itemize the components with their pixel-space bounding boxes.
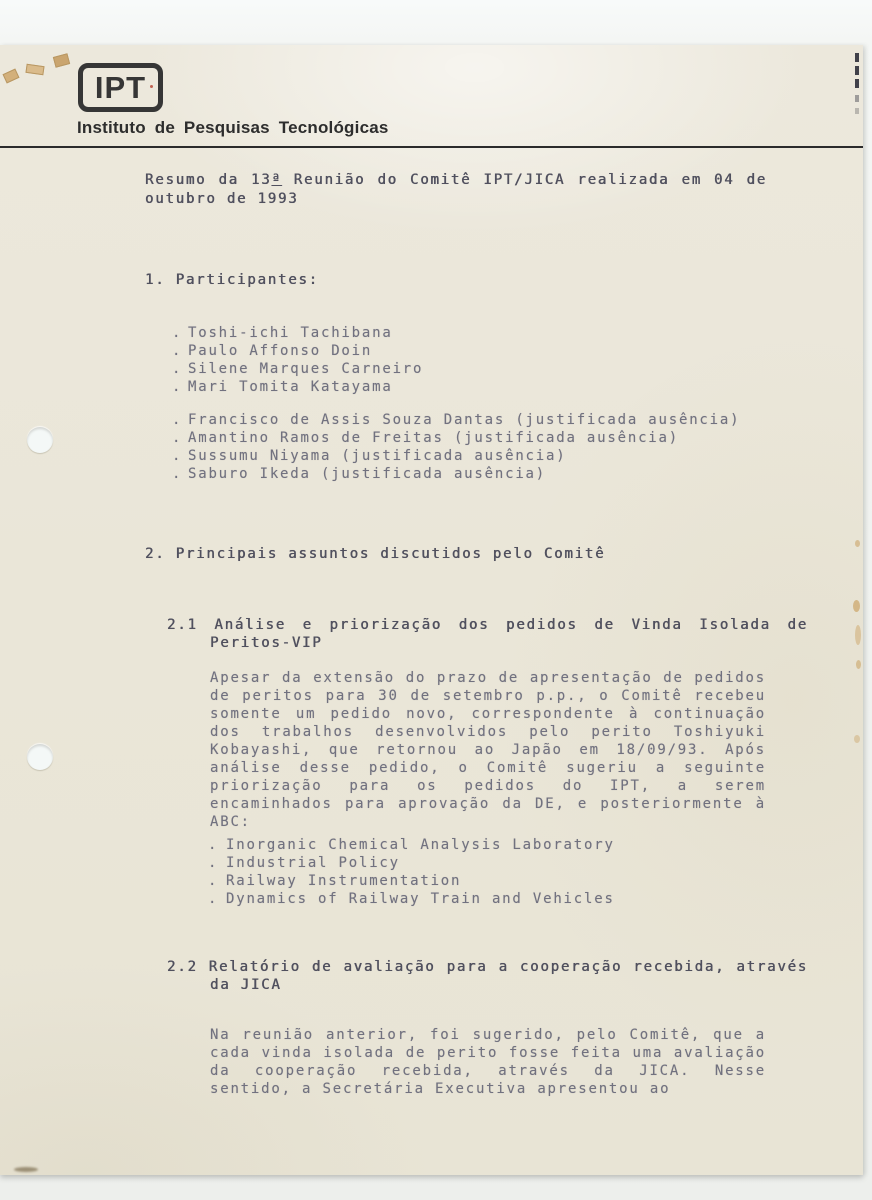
- paper-stain: [855, 625, 861, 645]
- list-item: [0, 836, 615, 854]
- subsection-2-2-paragraph: Na reunião anterior, foi sugerido, pelo Comitê, que a cada vinda isolada de perito fosse feita uma avaliação da cooperação recebida, através da JICA. Nesse sentido, a Secretária Executiva apresentou ao: [210, 1027, 766, 1097]
- paper-smudge: [14, 1167, 38, 1172]
- bullet: .: [172, 379, 183, 395]
- bullet: .: [208, 891, 219, 907]
- list-item: [0, 465, 740, 483]
- ipt-logo-text: IPT: [94, 70, 147, 105]
- org-name: Instituto de Pesquisas Tecnológicas: [77, 118, 389, 137]
- bullet: .: [208, 837, 219, 853]
- list-item: [0, 411, 740, 429]
- paper-stain: [853, 600, 860, 612]
- bullet: .: [172, 343, 183, 359]
- bullet: .: [172, 466, 183, 482]
- ipt-logo: [78, 63, 163, 112]
- vip-request: Industrial Policy: [226, 855, 400, 871]
- vip-request: Railway Instrumentation: [226, 873, 462, 889]
- vip-priority-list: [0, 836, 615, 908]
- edge-dashes: [855, 53, 861, 173]
- participant-name: Toshi-ichi Tachibana: [188, 325, 393, 341]
- doc-title-part1: Resumo da 13: [145, 172, 272, 188]
- participants-absent-list: [0, 411, 740, 483]
- bullet: .: [172, 361, 183, 377]
- staple-mark: [3, 69, 20, 84]
- section-1-heading: 1. Participantes:: [145, 272, 319, 288]
- participant-name: Amantino Ramos de Freitas (justificada ausência): [188, 430, 679, 446]
- participant-name: Saburo Ikeda (justificada ausência): [188, 466, 547, 482]
- header-rule: [0, 146, 863, 148]
- list-item: [0, 360, 423, 378]
- participant-name: Silene Marques Carneiro: [188, 361, 424, 377]
- list-item: [0, 890, 615, 908]
- list-item: [0, 872, 615, 890]
- bullet: .: [172, 430, 183, 446]
- subsection-2-1-heading: [167, 616, 808, 652]
- bullet: .: [172, 448, 183, 464]
- doc-title-part2: Reunião do Comitê IPT/JICA realizada em 04 de outubro de 1993: [145, 172, 767, 207]
- bullet: .: [172, 412, 183, 428]
- document-paper: [0, 45, 863, 1175]
- bullet: .: [208, 873, 219, 889]
- bullet: .: [172, 325, 183, 341]
- ordinal-indicator: ª: [271, 172, 282, 188]
- staple-mark: [53, 53, 70, 68]
- punch-hole-bottom: [27, 744, 53, 770]
- subsection-2-1-paragraph: Apesar da extensão do prazo de apresentação de pedidos de peritos para 30 de setembro p.p., o Comitê recebeu somente um pedido novo, correspondente à continuação dos trabalhos desenvolvidos pelo perito Toshiyuki Kobayashi, que retornou ao Japão em 18/09/93. Após análise desse pedido, o Comitê sugeriu a seguinte priorização para os pedidos do IPT, a serem encaminhados para aprovação da DE, e posteriormente à ABC:: [210, 670, 766, 830]
- list-item: [0, 854, 615, 872]
- subsection-number: 2.1: [167, 617, 198, 633]
- paper-stain: [856, 660, 861, 669]
- list-item: [0, 324, 423, 342]
- list-item: [0, 429, 740, 447]
- bullet: .: [208, 855, 219, 871]
- participant-name: Francisco de Assis Souza Dantas (justificada ausência): [188, 412, 741, 428]
- list-item: [0, 447, 740, 465]
- vip-request: Dynamics of Railway Train and Vehicles: [226, 891, 615, 907]
- paper-stain: [855, 540, 860, 547]
- subsection-title: Análise e priorização dos pedidos de Vinda Isolada de Peritos-VIP: [210, 617, 808, 651]
- list-item: [0, 378, 423, 396]
- doc-title: [145, 171, 767, 209]
- participant-name: Mari Tomita Katayama: [188, 379, 393, 395]
- subsection-2-2-heading: [167, 958, 808, 994]
- subsection-number: 2.2: [167, 959, 198, 975]
- participant-name: Sussumu Niyama (justificada ausência): [188, 448, 567, 464]
- participants-present-list: [0, 324, 423, 396]
- list-item: [0, 342, 423, 360]
- participant-name: Paulo Affonso Doin: [188, 343, 373, 359]
- vip-request: Inorganic Chemical Analysis Laboratory: [226, 837, 615, 853]
- section-2-heading: 2. Principais assuntos discutidos pelo Comitê: [145, 546, 606, 562]
- staple-mark: [25, 64, 44, 75]
- subsection-title: Relatório de avaliação para a cooperação recebida, através da JICA: [208, 959, 809, 993]
- paper-stain: [854, 735, 860, 743]
